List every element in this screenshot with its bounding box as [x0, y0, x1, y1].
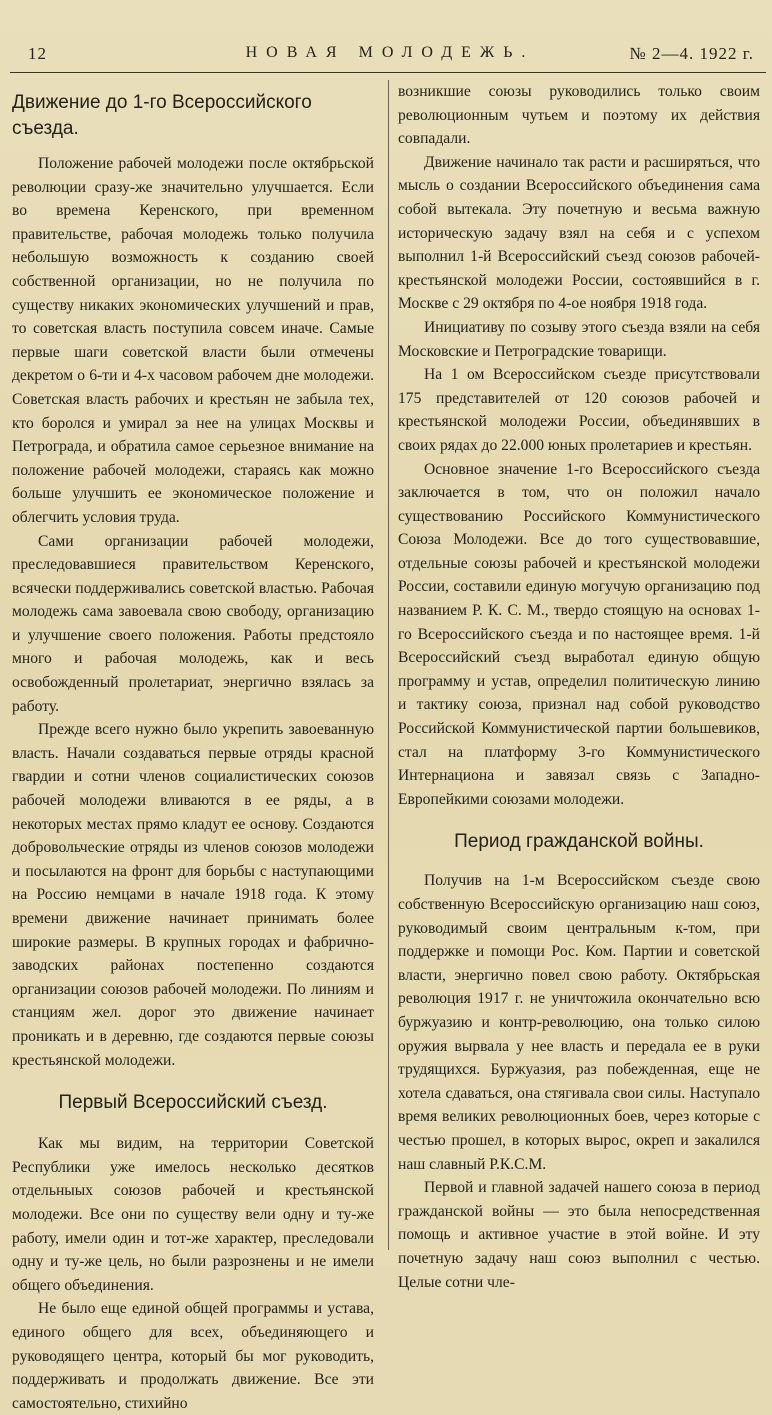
column-divider	[388, 80, 389, 1250]
page-header	[26, 44, 754, 70]
issue-label: № 2—4. 1922 г.	[629, 44, 754, 63]
paragraph: Движение начинало так расти и расширяться, что мысль о создании Всероссийского объединения сама собой вытекала. Эту почетную и весьма важную историческую задачу взял на себя и с успехом выполнил 1-й Всероссийский съезд союзов рабочей-крестьянской молодежи России, состоявшийся в г. Москве с 29 октября по 4-ое ноября 1918 года.	[398, 153, 760, 313]
paragraph: Первой и главной задачей нашего союза в период гражданской войны — это была непосредственная помощь и активное участие в этой войне. И эту почетную задачу наш союз выполнил с честью. Целые сотни чле-	[398, 1179, 760, 1291]
paragraph: Как мы видим, на территории Советской Республики уже имелось несколько десятков отдельныых союзов рабочей и крестьянской молодежи. Все они по существу вели одну и ту-же работу, имели один и тот-же характер, преследовали одну и ту-же цель, но были разрознены и не имели общего объединения.	[12, 1135, 374, 1294]
paragraph: Получив на 1-м Всероссийском съезде свою собственную Всероссийскую организацию наш союз, руководимый своим центральным к-том, при поддержке и помощи Рос. Ком. Партии и советской власти, энергично повел свою работу. Октябрьская революция 1917 г. не уничтожила окончательно всю буржуазию и контр-революцию, она только силою оружия вырвала у нее власть и передала ее в руки трудящихся. Буржуазия, раз побежденная, еще не хотела сдаваться, она стягивала свои силы. Наступало время великих революционных боев, через которые с честью прошел, в которых вырос, окреп и закалился наш славный Р.К.С.М.	[398, 872, 760, 1173]
right-column	[398, 80, 760, 1294]
paragraph: Инициативу по созыву этого съезда взяли на себя Московские и Петроградские товарищи.	[398, 318, 760, 360]
paragraph: Прежде всего нужно было укрепить завоеванную власть. Начали создаваться первые отряды красной гвардии и сотни членов социалистических союзов рабочей молодежи вливаются в ее ряды, а в некоторых местах прямо кладут ее основу. Создаются добровольческие отряды из членов союзов молодежи и посылаются на фронт для борьбы с наступающими на Россию немцами в начале 1918 года. К этому времени движение начинает принимать более широкие размеры. В крупных городах и фабрично-заводских районах постепенно создаются организации союзов рабочей молодежи. По линиям и станциям жел. дорог это движение начинает проникать и в деревню, где создаются первые союзы крестьянской молодежи.	[12, 721, 374, 1069]
paragraph: Положение рабочей молодежи после октябрьской революции сразу-же значительно улучшается. Если во времена Керенского, при временном правительстве, рабочая молодежь только получила небольшую возможность к созданию своей собственной организации, но не получила по существу никаких экономических улучшений и прав, то советская власть поступила совсем иначе. Самые первые шаги советской власти были отмечены декретом о 6-ти и 4-х часовом рабочем дне молодежи. Советская власть рабочих и крестьян не забыла тех, кто боролся и умирал за нее на улицах Москвы и Петрограда, и обратила самое серьезное внимание на положение рабочей молодежи, стараясь как можно больше улучшить ее экономическое положение и облегчить условия труда.	[12, 155, 374, 526]
page-number: 12	[28, 44, 47, 63]
paragraph: Не было еще единой общей программы и устава, единого общего для всех, объединяющего и руководящего центра, который бы мог руководить, поддерживать и продолжать движение. Все эти самостоятельно, стихийно	[12, 1300, 374, 1412]
paragraph: Основное значение 1-го Всероссийского съезда заключается в том, что он положил начало существованию Российского Коммунистического Союза Молодежи. Все до того существовавшие, отдельные союзы рабочей и крестьянской молодежи России, составили единую могучую организацию под названием Р. К. С. М., твердо стоящую на основах 1-го Всероссийского съезда и по настоящее время. 1-й Всероссийский съезд выработал единую общую программу и устав, определил политическую линию и тактику союза, признал над собой руководство Российской Коммунистической партии большевиков, стал на платформу 3-го Коммунистического Интернациона и завязал связь с Западно-Европейкими союзами молодежи.	[398, 460, 760, 808]
section-heading-civil-war: Период гражданской войны.	[454, 831, 704, 853]
left-column	[12, 80, 374, 1415]
section-heading-first-congress: Первый Всероссийский съезд.	[58, 1092, 328, 1114]
paragraph: На 1 ом Всероссийском съезде присутствовали 175 представителей от 120 союзов рабочей и крестьянской молодежи России, объединявших в своих рядах до 22.000 юных пролетариев и крестьян.	[398, 366, 760, 454]
header-rule	[10, 72, 766, 73]
section-heading-pre-congress: Движение до 1-го Всероссийского съезда.	[12, 92, 312, 139]
paragraph: Сами организации рабочей молодежи, преследовавшиеся правительством Керенского, всячески поддерживались советской властью. Рабочая молодежь сама завоевала свою свободу, организацию и улучшение своего положения. Работы предстояло много и рабочая молодежь, как и весь освобожденный пролетариат, энергично взялась за работу.	[12, 532, 374, 715]
publication-title: НОВАЯ МОЛОДЕЖЬ.	[245, 44, 535, 61]
paragraph-continued: возникшие союзы руководились только своим революционным чутьем и поэтому их действия совпадали.	[398, 83, 760, 148]
